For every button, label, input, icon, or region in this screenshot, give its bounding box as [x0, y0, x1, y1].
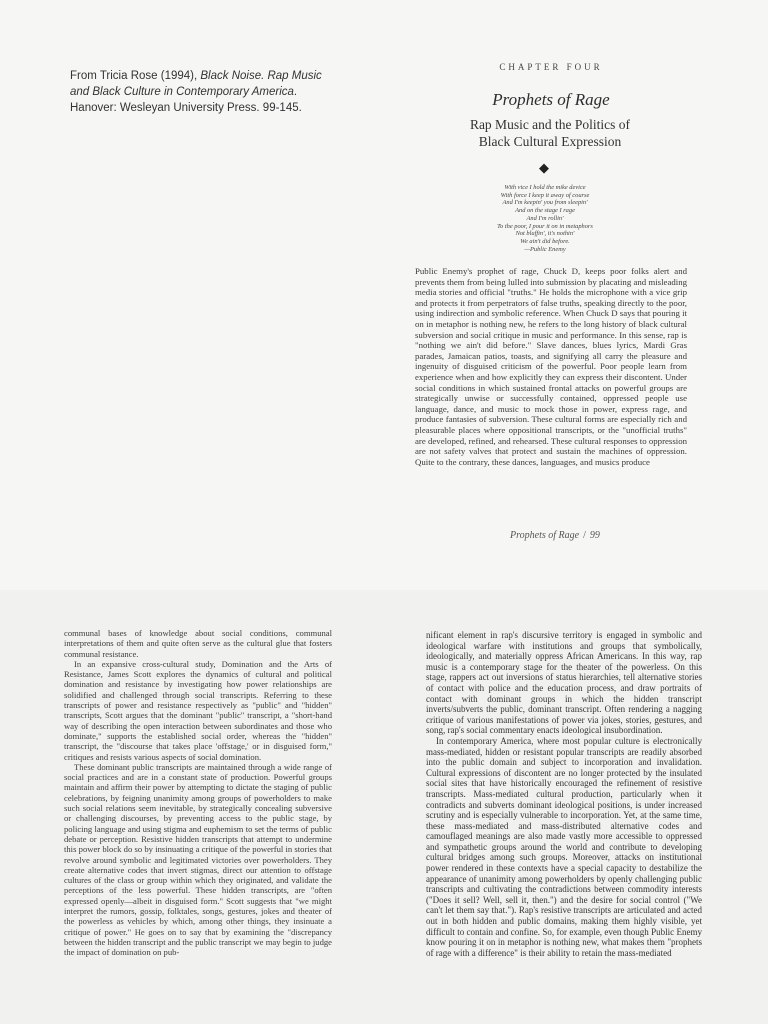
- epigraph-line: With vice I hold the mike device: [504, 184, 586, 191]
- chapter-label: CHAPTER FOUR: [499, 62, 603, 72]
- epigraph-line: With force I keep it away of course: [500, 191, 590, 199]
- body-paragraph: nificant element in rap's discursive territory is engaged in symbolic and ideological warfare with institutions and groups that symbolically, ideologically, and materially oppress African Americans. In this way, rap music is a contemporary stage for the theater of the powerless. On this stage, rappers act out inversions of status hierarchies, tell alternative stories of contact with police and the education process, and draw portraits of contact with dominant groups in which the hidden transcript inverts/subverts the public, dominant transcript. Often rendering a nagging critique of various manifestations of power via jokes, stories, gestures, and song, rap's social commentary enacts ideological insubordination.: [426, 630, 702, 736]
- body-paragraph: In contemporary America, where most popular culture is electronically mass-mediated, hidden or resistant popular transcripts are readily absorbed into the public domain and subject to incorporation and invalidation. Cultural expressions of discontent are no longer protected by the insulated social sites that have historically encouraged the refinement of resistive transcripts. Mass-mediated cultural production, particularly when it contradicts and subverts dominant ideological positions, is under increased scrutiny and is especially vulnerable to incorporation. Yet, at the same time, these mass-mediated and mass-distributed alternative codes and camouflaged meanings are also made vastly more accessible to oppressed and sympathetic groups around the world and contribute to developing cultural bridges among such groups. Moreover, attacks on institutional power rendered in these contexts have a special capacity to destabilize the appearance of unanimity among powerholders by openly challenging public transcripts and cultivating the contradictions between commodity interests ("Does it sell? Well, sell it, then.") and the desire for social control ("We can't let them say that."). Rap's resistive transcripts are articulated and acted out in both hidden and public domains, making them highly visible, yet difficult to contain and confine. So, for example, even though Public Enemy know pouring it on in metaphor is nothing new, what makes them "prophets of rage with a difference" is their ability to retain the mass-mediated: [426, 735, 702, 958]
- chapter-title: Prophets of Rage: [492, 90, 610, 109]
- body-paragraph: Public Enemy's prophet of rage, Chuck D, keeps poor folks alert and prevents them from being lulled into submission by placating and misleading media stories and official "truths." He holds the microphone with a vice grip and protects it from perpetrators of false truths, speaking directly to the poor, using indirection and symbolic reference. When Chuck D says that pouring it on in metaphor is nothing new, he refers to the long history of black cultural subversion and social critique in music and performance. In this sense, rap is "nothing we ain't did before." Slave dances, blues lyrics, Mardi Gras parades, Jamaican patios, toasts, and signifying all carry the pleasure and ingenuity of disguised criticism of the powerful. Poor people learn from experience when and how explicitly they can express their discontent. Under social conditions in which sustained frontal attacks on powerful groups are strategically unwise or successfully contained, oppressed people use language, dance, and music to mock those in power, express rage, and produce fantasies of subversion. These cultural forms are especially rich and pleasurable places where oppositional transcripts, or the "unofficial truths" are developed, refined, and rehearsed. These cultural responses to oppression are not safety valves that protect and sustain the machines of oppression. Quite to the contrary, these dances, languages, and musics produce: [415, 266, 687, 467]
- chapter-subtitle: [430, 116, 670, 150]
- page-number: 99: [589, 530, 600, 541]
- chapter-subtitle-line: Rap Music and the Politics of: [469, 117, 631, 132]
- chapter-opening-text: [415, 266, 687, 467]
- epigraph-line: And I'm keepin' you from sleepin': [502, 199, 588, 207]
- citation-suffix: . Hanover: Wesleyan University Press. 99-145.: [70, 86, 302, 114]
- epigraph: [440, 184, 650, 253]
- citation-book-title: Black Noise. Rap Music and Black Culture in Contemporary America: [70, 70, 322, 98]
- folio-separator: /: [583, 530, 586, 541]
- body-paragraph: These dominant public transcripts are maintained through a wide range of social practices and are in a constant state of production. Powerful groups maintain and affirm their power by attempting to dictate the staging of public celebrations, by feigning unanimity among groups of powerholders to make such social relations seem inevitable, by strategically concealing subversive or challenging discourses, by preventing access to the public stage, by policing language and using stigma and euphemism to set the terms of public debate or perception. Resistive hidden transcripts that attempt to undermine this power block do so by insinuating a critique of the powerful in stories that revolve around symbolic and legitimated victories over powerholders. They create alternative codes that invert stigmas, direct our attention to offstage cultures of the class or group within which they originated, and validate the perceptions of the less powerful. These hidden transcripts, are "often expressed openly—albeit in disguised form." Scott suggests that "we might interpret the rumors, gossip, folktales, songs, gestures, jokes and theater of the powerless as vehicles by which, among other things, they insinuate a critique of power." He goes on to say that by examining the "discrepancy between the hidden transcript and the public transcript we may begin to judge the impact of domination on pub-: [64, 761, 332, 958]
- diamond-ornament-icon: ◆: [539, 160, 549, 175]
- epigraph-line: And on the stage I rage: [515, 207, 575, 215]
- source-citation: [70, 68, 340, 116]
- epigraph-attribution: —Public Enemy: [524, 245, 566, 253]
- body-paragraph: communal bases of knowledge about social conditions, communal interpretations of them and quite often serve as the cultural glue that fosters communal resistance.: [64, 628, 332, 659]
- body-paragraph: In an expansive cross-cultural study, Domination and the Arts of Resistance, James Scott explores the dynamics of cultural and political domination and resistance by investigating how power relationships are solidified and challenged through social transcripts. Referring to these transcripts of power and resistance respectively as "public" and "hidden" transcripts, Scott argues that the dominant "public" transcript, a "short-hand way of describing the open interaction between subordinates and those who dominate," supports the established social order, whereas the "hidden" transcript, the "discourse that takes place 'offstage,' or in disguised form," critiques and resists various aspects of social domination.: [64, 658, 332, 762]
- citation-prefix: From Tricia Rose (1994),: [70, 70, 201, 82]
- epigraph-line: We ain't did before.: [520, 237, 570, 245]
- chapter-subtitle-line: Black Cultural Expression: [478, 134, 622, 149]
- left-page-column: [64, 628, 332, 958]
- epigraph-line: And I'm rollin': [526, 214, 564, 222]
- running-head: Prophets of Rage: [510, 530, 580, 541]
- page-folio: [510, 530, 600, 541]
- epigraph-line: To the poor, I pour it on in metaphors: [497, 222, 593, 230]
- epigraph-line: Not bluffin', it's nothin': [515, 230, 575, 238]
- bottom-spread: [0, 590, 768, 1024]
- right-page-column: [426, 630, 702, 958]
